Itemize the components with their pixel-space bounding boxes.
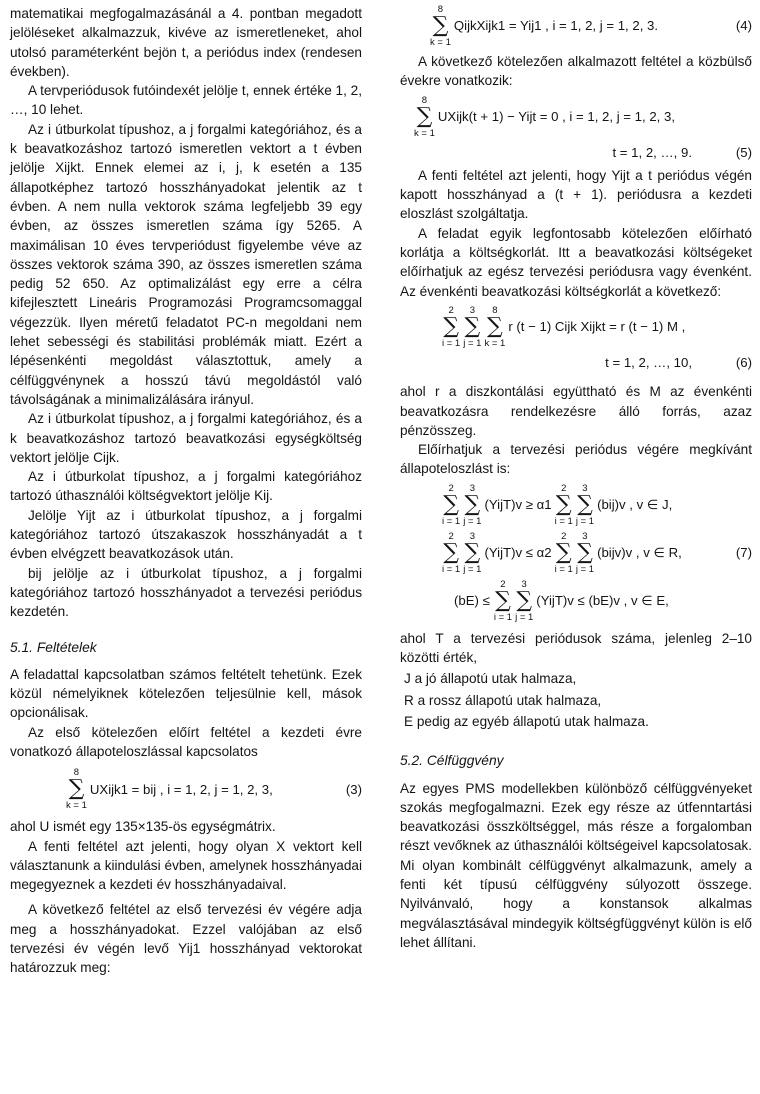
paragraph: ahol r a diszkontálási együttható és M az évenkénti beavatkozásra rendelkezésre álló forrás, azaz pénzösszeg. bbox=[400, 384, 752, 438]
paragraph: Az első kötelezően előírt feltétel a kezdeti évre vonatkozó állapoteloszlással kapcsolatos bbox=[10, 724, 362, 759]
equation-5-continuation bbox=[400, 143, 752, 162]
sum-symbol: 2 ∑ i = 1 bbox=[442, 304, 461, 349]
paragraph: Előírhatjuk a tervezési periódus végére megkívánt állapoteloszlást is: bbox=[400, 442, 752, 477]
paragraph: A tervperiódusok futóindexét jelölje t, ennek értéke 1, 2, …, 10 lehet. bbox=[10, 83, 363, 118]
equation-body: QijkXijk1 = Yij1 , i = 1, 2, j = 1, 2, 3. bbox=[453, 18, 659, 34]
paragraph: Az i útburkolat típushoz, a j forgalmi kategóriához, és a k beavatkozáshoz tartozó ismeretlen vektort a t évben jelölje Xijkt. Ennek elemei az i, j, k esetén a 135 állapotképhez tartozó hosszhányadokat jelentik az t évben. A nem nulla vektorok száma legfeljebb 39 egy évben, az összes ismeretlen száma így 5265. A maximálisan 10 éves tervperiódust figyelembe véve az összes vektorok száma 390, az összes ismeretlen száma pedig 52 650. Az optimalizálást egy erre a célra kifejlesztett Lineáris Programozási Programcsomaggal végezzük. Ilyen méretű feladatot PC-n megoldani nem lehet sebességi és stabilitási problémák miatt. Ezért a lépésenkénti megoldást választottuk, amely a célfüggvénynek a hosszú távú megoldástól való távolságának a minimalizálására irányul. bbox=[10, 121, 362, 407]
paragraph: A fenti feltétel azt jelenti, hogy olyan X vektort kell választanunk a kiindulási évben, amelynek hosszhányadai megegyeznek a kezdeti év hosszhányadaival. bbox=[10, 838, 362, 893]
equation-number: (7) bbox=[735, 545, 752, 561]
equation-lhs: (YijT)v ≤ α2 bbox=[484, 545, 552, 561]
equation-range: t = 1, 2, …, 9. bbox=[612, 144, 692, 160]
equation-3 bbox=[10, 767, 362, 811]
paragraph: ahol T a tervezési periódusok száma, jelenleg 2–10 közötti érték, bbox=[400, 630, 752, 666]
equation-pre: (bE) ≤ bbox=[454, 593, 490, 609]
paragraph: Jelölje Yijt az i útburkolat típushoz, a j forgalmi kategóriához tartozó útszakaszok hosszhányadát a t évben elvégzett beavatkozások után. bbox=[10, 507, 362, 562]
paragraph: matematikai megfogalmazásánál a 4. pontban megadott jelöléseket alkalmazzuk, kivéve az ismeretleneket, ahol utolsó paraméterként bejön t, a periódus index (rendesen években). bbox=[10, 6, 362, 79]
equation-6 bbox=[400, 305, 752, 349]
equation-lhs: (YijT)v ≤ (bE)v , v ∈ E, bbox=[536, 593, 669, 609]
list-item: R a rossz állapotú utak halmaza, bbox=[404, 692, 602, 708]
section-heading: 5.1. Feltételek bbox=[10, 639, 97, 655]
sum-symbol: 8 ∑ k = 1 bbox=[414, 94, 435, 139]
left-column bbox=[10, 4, 362, 978]
set-definitions bbox=[400, 669, 752, 731]
equation-number: (4) bbox=[735, 18, 752, 34]
section-heading: 5.2. Célfüggvény bbox=[400, 753, 504, 769]
equation-7: 2 ∑ i = 1 3 ∑ j = 1 (YijT)v ≥ α1 2 ∑ i = 1 3 ∑ j = 1 (bij)v , v ∈ J, 2 ∑ i = 1 3 ∑ j = 1 (YijT)v ≤ α2 2 ∑ i = 1 3 ∑ j = 1 (bijv)v , v ∈ R, (7) (bE) ≤ 2 ∑ i = 1 3 ∑ j = 1 (YijT)v ≤ (bE)v , v ∈ E, bbox=[442, 482, 752, 623]
list-item: J a jó állapotú utak halmaza, bbox=[404, 671, 577, 687]
paragraph: ahol U ismét egy 135×135-ös egységmátrix. bbox=[10, 819, 276, 835]
equation-body: UXijk(t + 1) − Yijt = 0 , i = 1, 2, j = 1, 2, 3, bbox=[437, 108, 675, 124]
paragraph: Az i útburkolat típushoz, a j forgalmi kategóriához, és a k beavatkozáshoz tartozó beavatkozási egységköltség vektort jelölje Cijk. bbox=[10, 411, 362, 465]
equation-number: (5) bbox=[735, 144, 752, 160]
paragraph: A feladattal kapcsolatban számos feltételt tehetünk. Ezek közül némelyiknek kötelezően teljesülnie kell, mások opcionálisak. bbox=[10, 666, 362, 721]
paragraph: Az egyes PMS modellekben különböző célfüggvényeket szokás megfogalmazni. Ezek egy része az útfenntartási beavatkozási összköltséggel, más része a forgalomban részt vevőknek az úthasználói költségeivel kapcsolatosak. Mi olyan kombinált célfüggvényt alkalmazunk, amely a fenti két típusú célfüggvény súlyozott összege. Nyilvánvaló, hogy a konstansok alkalmas megválasztásával mindegyik költségfüggvényt külön is elő lehet állítani. bbox=[400, 780, 752, 950]
paragraph: A fenti feltétel azt jelenti, hogy Yijt a t periódus végén kapott hosszhányad a (t + 1). periódusra a kezdeti eloszlást szolgáltatja. bbox=[400, 167, 752, 222]
paragraph: A következő feltétel az első tervezési év végére adja meg a hosszhányadokat. Ezzel valójában az első tervezési év végén levő Yij1 hosszhányad vektorokat határozzuk meg: bbox=[10, 902, 362, 976]
equation-body: r (t − 1) Cijk Xijkt = r (t − 1) M , bbox=[508, 319, 686, 335]
sum-symbol: 3 ∑ j = 1 bbox=[463, 304, 482, 349]
list-item: E pedig az egyéb állapotú utak halmaza. bbox=[404, 713, 649, 729]
equation-4 bbox=[400, 4, 752, 48]
equation-rhs: (bijv)v , v ∈ R, bbox=[597, 545, 682, 561]
paragraph: Az i útburkolat típushoz, a j forgalmi kategóriához tartozó úthasználói költségvektort jelölje Kij. bbox=[10, 469, 362, 504]
sum-symbol: 8 ∑ k = 1 bbox=[66, 767, 87, 812]
paragraph: bij jelölje az i útburkolat típushoz, a j forgalmi kategóriához tartozó hosszhányadot a tervezési periódus kezdetén. bbox=[10, 565, 362, 620]
equation-range: t = 1, 2, …, 10, bbox=[605, 354, 692, 370]
right-column bbox=[400, 4, 752, 952]
equation-5 bbox=[400, 95, 752, 139]
equation-6-continuation bbox=[400, 353, 752, 372]
paragraph: A következő kötelezően alkalmazott feltétel a közbülső évekre vonatkozik: bbox=[400, 54, 752, 89]
equation-number: (3) bbox=[345, 781, 362, 797]
equation-rhs: (bij)v , v ∈ J, bbox=[597, 497, 673, 513]
equation-number: (6) bbox=[735, 354, 752, 370]
sum-symbol: 8 ∑ k = 1 bbox=[430, 4, 451, 48]
equation-lhs: (YijT)v ≥ α1 bbox=[484, 497, 552, 513]
paragraph: A feladat egyik legfontosabb kötelezően előírható korlátja a költségkorlát. Itt a beavatkozási költségeket előírhatjuk az egész tervezési periódusra vagy évenként. Az évenkénti beavatkozási költségkorlát a következő: bbox=[400, 225, 752, 299]
sum-symbol: 8 ∑ k = 1 bbox=[484, 304, 506, 349]
equation-body: UXijk1 = bij , i = 1, 2, j = 1, 2, 3, bbox=[89, 781, 273, 797]
